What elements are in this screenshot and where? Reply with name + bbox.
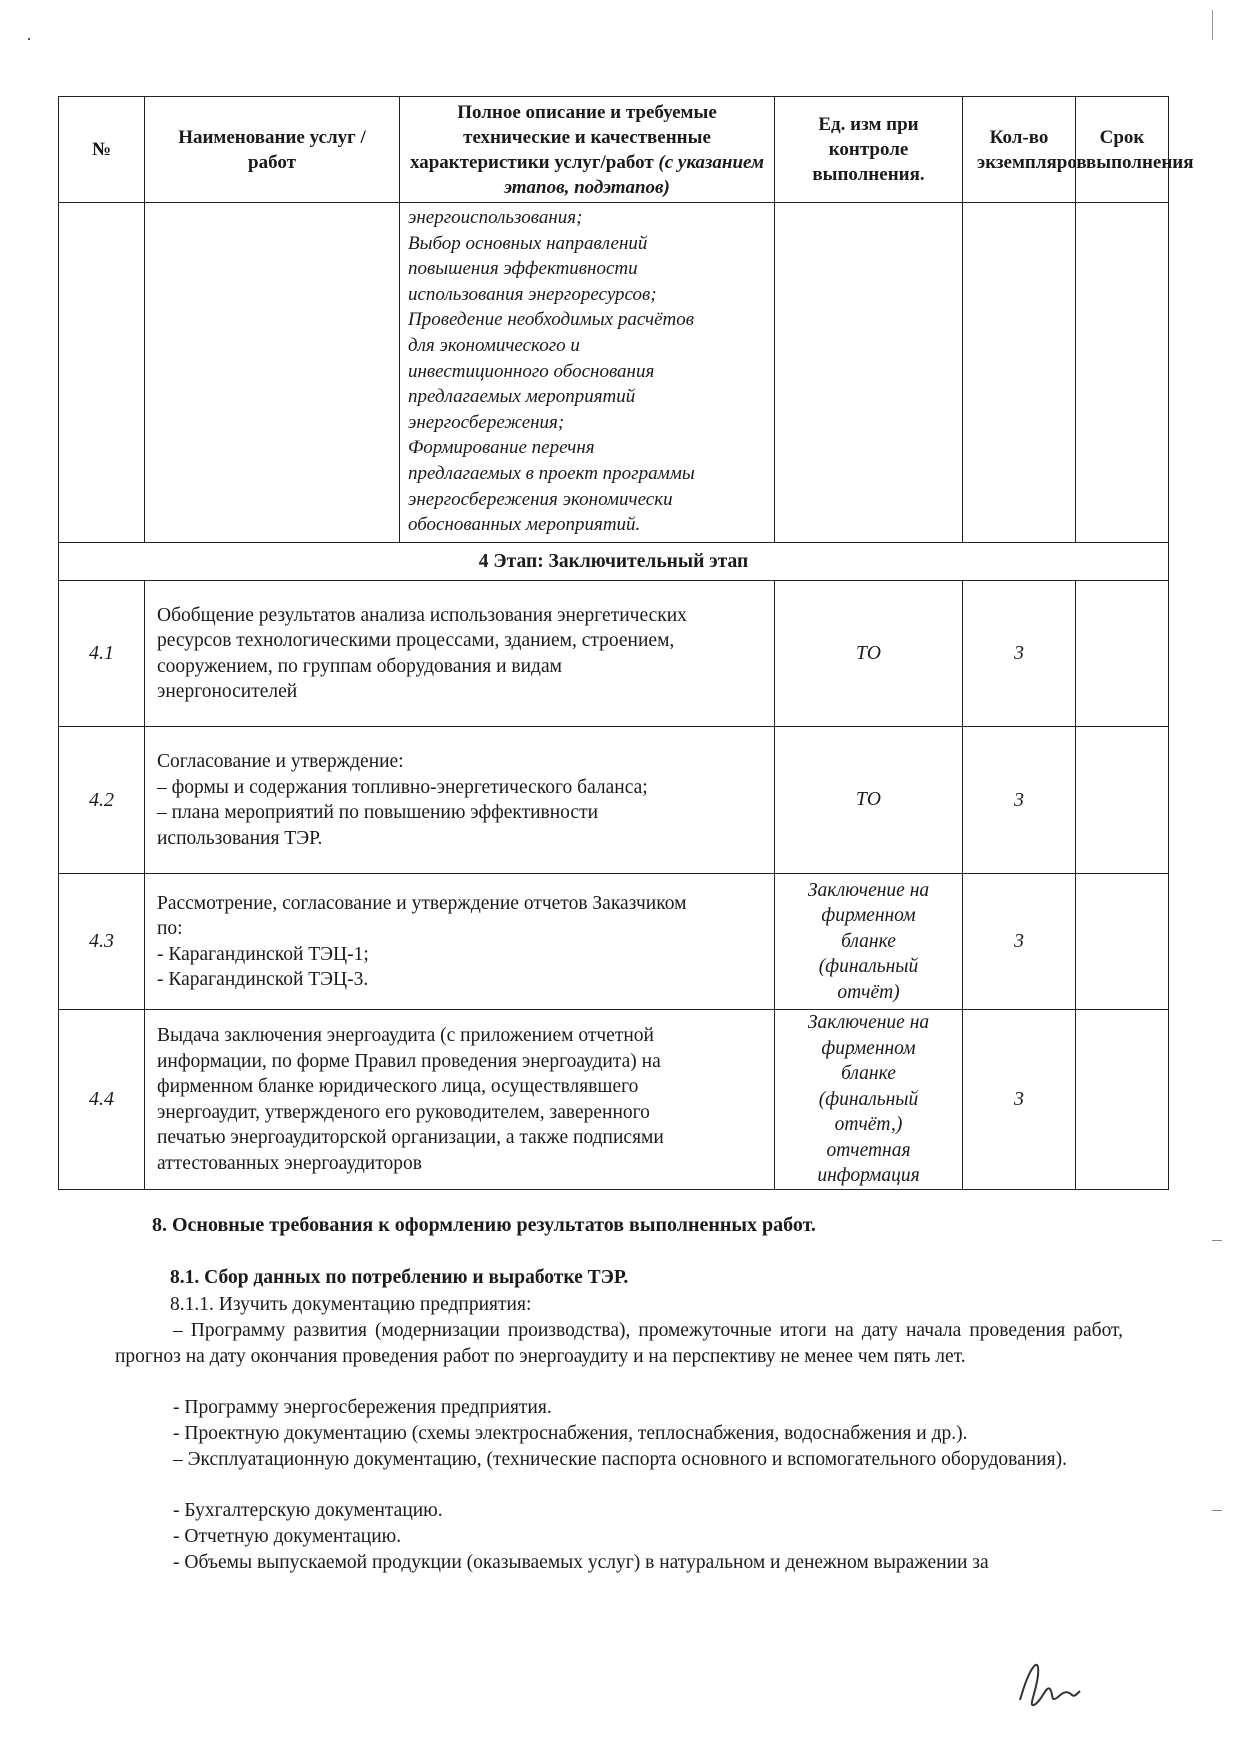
row-unit [775,874,963,1010]
header-unit: Ед. изм при контроле выполнения. [775,97,963,203]
row-qty: 3 [963,1010,1076,1190]
continuation-line: Формирование перечня [408,437,595,459]
unit-line: отчетная [826,1139,911,1161]
unit-line: бланке [841,930,896,952]
row-qty: 3 [963,581,1076,727]
doc-list-item: – Программу развития (модернизации производства), промежуточные итоги на дату начала проведения работ, прогноз на дату окончания проведения работ по энергоаудиту и на перспективу не менее чем пять лет. [115,1320,1123,1367]
row-term [1076,874,1169,1010]
header-term: Срок выполнения [1076,97,1169,203]
continuation-line: использования энергоресурсов; [408,283,657,305]
row-description [145,581,775,727]
row-term [1076,727,1169,874]
scan-margin-mark [1212,1240,1222,1241]
doc-list-item: - Бухгалтерскую документацию. [173,1500,443,1521]
header-description-italic: (с указанием этапов, подэтапов) [504,151,765,198]
doc-list-item: - Отчетную документацию. [173,1526,402,1547]
subsubsection-heading: 8.1.1. Изучить документацию предприятия: [170,1294,532,1315]
row-line: сооружением, по группам оборудования и видам [157,655,562,677]
row-description [145,727,775,874]
unit-line: информация [817,1165,920,1187]
doc-list-item: - Объемы выпускаемой продукции (оказываемых услуг) в натуральном и денежном выражении за [173,1552,989,1573]
continuation-line: энергосбережения экономически [408,488,673,510]
row-term [1076,1010,1169,1190]
row-unit [775,581,963,727]
row-term [1076,581,1169,727]
continuation-line: энергоиспользования; [408,207,583,228]
row-line: по: [157,918,183,939]
scan-margin-mark [1212,1510,1222,1511]
row-line: энергоаудит, утвержденого его руководителем, заверенного [157,1101,650,1123]
continuation-name-cell [145,203,400,543]
row-line: фирменном бланке юридического лица, осуществлявшего [157,1076,639,1097]
row-line: использования ТЭР. [157,827,323,849]
row-qty: 3 [963,874,1076,1010]
subsection-heading: 8.1. Сбор данных по потреблению и выработке ТЭР. [170,1267,629,1288]
continuation-qty-cell [963,203,1076,543]
services-table [58,96,1194,1190]
row-line: энергоносителей [157,681,298,702]
row-num: 4.4 [59,1010,145,1190]
row-line: - Карагандинской ТЭЦ-3. [157,969,369,990]
header-description [400,97,775,203]
continuation-line: предлагаемых в проект программы [408,462,695,484]
continuation-row [59,203,1169,543]
table-header-row [59,97,1169,203]
continuation-unit-cell [775,203,963,543]
row-line: - Карагандинской ТЭЦ-1; [157,943,369,965]
table-row [59,874,1169,1010]
doc-list-item: - Проектную документацию (схемы электроснабжения, теплоснабжения, водоснабжения и др.). [173,1423,968,1444]
continuation-line: для экономического и [408,334,580,356]
header-name: Наименование услуг /работ [145,97,400,203]
unit-line: бланке [841,1063,896,1085]
section-heading: 8. Основные требования к оформлению результатов выполненных работ. [152,1214,816,1236]
unit-line: отчёт,) [834,1114,903,1136]
scan-margin-mark [1212,10,1213,40]
continuation-num-cell [59,203,145,543]
row-line: Выдача заключения энергоаудита (с приложением отчетной [157,1025,654,1046]
row-line: – формы и содержания топливно-энергетического баланса; [157,776,648,798]
unit-line: Заключение на [807,1012,930,1034]
table-row [59,1010,1169,1190]
continuation-line: энергосбережения; [408,411,565,433]
table-row [59,581,1169,727]
row-description [145,874,775,1010]
row-unit [775,727,963,874]
unit-line: ТО [856,789,881,811]
unit-line: фирменном [821,905,916,927]
table-row [59,727,1169,874]
row-line: Согласование и утверждение: [157,751,404,772]
unit-line: фирменном [821,1037,916,1059]
row-line: – плана мероприятий по повышению эффективности [157,802,599,823]
signature-mark [1010,1645,1090,1715]
continuation-description [400,203,775,543]
continuation-line: Проведение необходимых расчётов [408,309,694,331]
unit-line: отчёт) [837,981,900,1003]
continuation-line: предлагаемых мероприятий [408,386,636,408]
row-num: 4.3 [59,874,145,1010]
row-line: ресурсов технологическими процессами, зданием, строением, [157,630,675,651]
row-num: 4.1 [59,581,145,727]
row-unit [775,1010,963,1190]
header-qty: Кол-во экземпляров [963,97,1076,203]
continuation-line: Выбор основных направлений [408,232,648,254]
row-line: печатью энергоаудиторской организации, а также подписями [157,1127,664,1148]
continuation-line: инвестиционного обоснования [408,360,655,382]
unit-line: (финальный [818,956,919,978]
unit-line: Заключение на [807,879,930,901]
continuation-line: повышения эффективности [408,258,638,280]
doc-list-item: - Программу энергосбережения предприятия. [173,1397,552,1418]
row-qty: 3 [963,727,1076,874]
continuation-term-cell [1076,203,1169,543]
row-description [145,1010,775,1190]
stage-title: 4 Этап: Заключительный этап [59,543,1169,581]
continuation-line: обоснованных мероприятий. [408,514,641,536]
doc-list-item: – Эксплуатационную документацию, (технические паспорта основного и вспомогательного оборудования). [173,1449,1068,1470]
header-description-main: Полное описание и требуемые технические и качественные характеристики услуг/работ [409,101,717,173]
unit-line: ТО [856,642,881,664]
header-num: № [59,97,145,203]
stage-row [59,543,1169,581]
row-line: аттестованных энергоаудиторов [157,1152,422,1174]
scan-speck [28,38,30,40]
row-num: 4.2 [59,727,145,874]
row-line: Рассмотрение, согласование и утверждение отчетов Заказчиком [157,892,687,914]
row-line: Обобщение результатов анализа использования энергетических [157,604,687,626]
row-line: информации, по форме Правил проведения энергоаудита) на [157,1050,661,1072]
unit-line: (финальный [818,1088,919,1110]
